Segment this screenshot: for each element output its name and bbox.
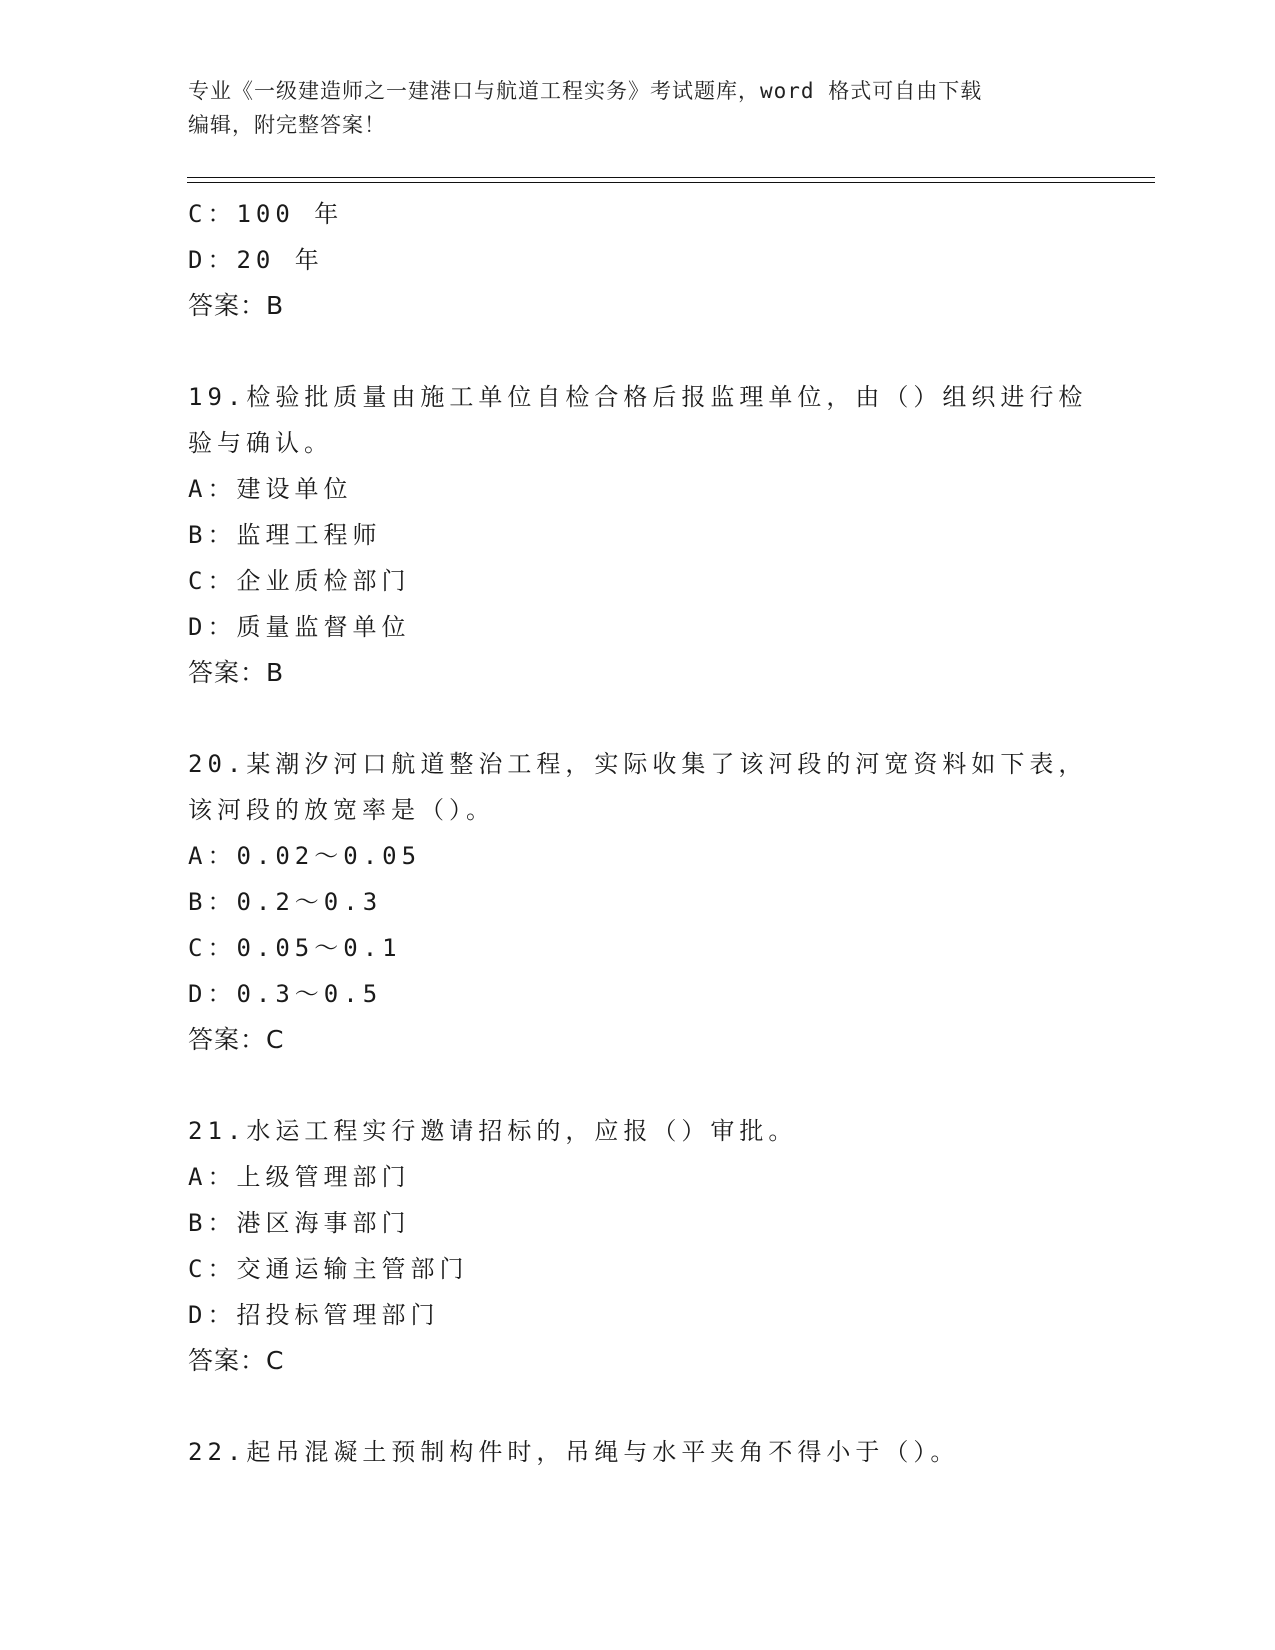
question-stem-line-2: 该河段的放宽率是（）。: [188, 796, 495, 824]
header-title-line-1: 专业《一级建造师之一建港口与航道工程实务》考试题库，word 格式可自由下载: [188, 79, 983, 103]
question-20: [188, 741, 1088, 1063]
answer-line: 答案：B: [188, 658, 285, 687]
header-title-line-2: 编辑，附完整答案！: [188, 113, 386, 137]
question-18-tail: [188, 191, 1088, 329]
answer-line: 答案：C: [188, 1025, 285, 1054]
spacer: [188, 696, 1088, 741]
option-d: D：质量监督单位: [188, 613, 411, 641]
option-c: C：企业质检部门: [188, 567, 411, 595]
question-21: [188, 1108, 1088, 1384]
option-a: A：上级管理部门: [188, 1163, 411, 1191]
option-b: B：0.2～0.3: [188, 888, 383, 916]
option-a: A：建设单位: [188, 475, 353, 503]
option-d: D：0.3～0.5: [188, 980, 383, 1008]
option-d: D：招投标管理部门: [188, 1301, 440, 1329]
option-b: B：监理工程师: [188, 521, 382, 549]
question-list: [188, 191, 1088, 1475]
option-c: C：100 年: [188, 200, 344, 228]
option-b: B：港区海事部门: [188, 1209, 411, 1237]
question-22: [188, 1429, 1088, 1475]
header-divider-bottom: [187, 182, 1155, 183]
question-stem-line-1: 20.某潮汐河口航道整治工程，实际收集了该河段的河宽资料如下表，: [188, 750, 1088, 778]
header-divider-top: [187, 177, 1155, 178]
option-c: C：0.05～0.1: [188, 934, 402, 962]
question-19: [188, 374, 1088, 696]
spacer: [188, 1384, 1088, 1429]
answer-line: 答案：C: [188, 1346, 285, 1375]
question-stem-line-1: 22.起吊混凝土预制构件时，吊绳与水平夹角不得小于（）。: [188, 1438, 960, 1466]
question-stem-line-1: 21.水运工程实行邀请招标的，应报（）审批。: [188, 1117, 798, 1145]
option-c: C：交通运输主管部门: [188, 1255, 469, 1283]
spacer: [188, 1063, 1088, 1108]
option-d: D：20 年: [188, 246, 324, 274]
question-stem-line-1: 19.检验批质量由施工单位自检合格后报监理单位，由（）组织进行检: [188, 383, 1088, 411]
option-a: A：0.02～0.05: [188, 842, 422, 870]
document-header: [188, 74, 1088, 142]
answer-line: 答案：B: [188, 291, 285, 320]
question-stem-line-2: 验与确认。: [188, 429, 333, 457]
spacer: [188, 329, 1088, 374]
